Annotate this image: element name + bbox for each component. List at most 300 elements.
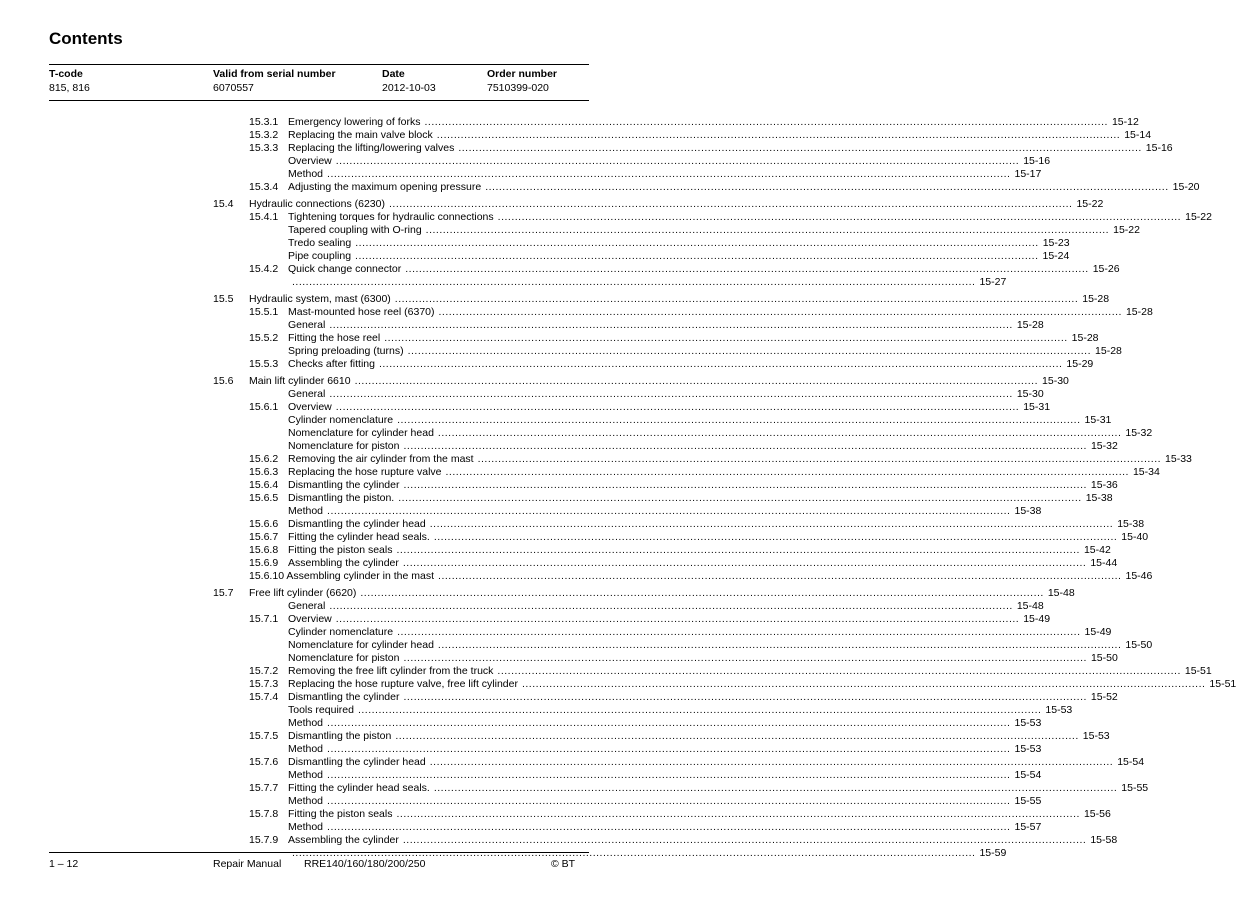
toc-page-number: 15-48: [1047, 587, 1075, 599]
toc-page-number: 15-32: [1125, 427, 1153, 439]
toc-subsection-number: 15.3.2: [249, 129, 279, 141]
toc-page-number: 15-31: [1084, 414, 1112, 426]
dot-leader: ........................................................................................................................................................................................................: [403, 691, 1087, 703]
toc-row[interactable]: [0, 570, 1153, 583]
toc-page-number: 15-30: [1042, 375, 1069, 387]
toc-page-number: 15-16: [1145, 142, 1173, 154]
toc-entry-title: Dismantling the piston: [288, 730, 392, 742]
order-label: Order number: [487, 68, 558, 80]
toc-entry: [249, 375, 1069, 388]
toc-row[interactable]: [0, 293, 1110, 306]
toc-row[interactable]: [0, 717, 1042, 730]
toc-entry: [288, 211, 1212, 224]
toc-entry-title: Nomenclature for piston: [288, 440, 400, 452]
toc-page-number: 15-27: [979, 276, 1007, 288]
toc-row[interactable]: [0, 587, 1075, 600]
toc-section-number: 15.4: [213, 198, 234, 210]
toc-row[interactable]: [0, 345, 1122, 358]
dot-leader: ........................................................................................................................................................................................................: [497, 211, 1182, 223]
toc-entry-title: Emergency lowering of forks: [288, 116, 421, 128]
date-value: 2012-10-03: [382, 82, 436, 94]
toc-page-number: 15-58: [1090, 834, 1118, 846]
dot-leader: ........................................................................................................................................................................................................: [329, 388, 1013, 400]
toc-entry: [288, 116, 1139, 129]
toc-entry: [288, 795, 1042, 808]
toc-page-number: 15-24: [1042, 250, 1070, 262]
serial-value: 6070557: [213, 82, 254, 94]
toc-row[interactable]: [0, 479, 1118, 492]
toc-entry: [288, 531, 1149, 544]
toc-entry-title: Method: [288, 795, 324, 807]
toc-entry-title: Method: [288, 168, 324, 180]
dot-leader: ........................................................................................................................................................................................................: [436, 129, 1121, 141]
footer-manual-title: Repair Manual: [213, 858, 282, 870]
tcode-label: T-code: [49, 68, 83, 80]
dot-leader: ........................................................................................................................................................................................................: [327, 168, 1011, 180]
toc-row[interactable]: [0, 557, 1118, 570]
toc-row[interactable]: [0, 375, 1069, 388]
dot-leader: ........................................................................................................................................................................................................: [355, 250, 1039, 262]
toc-entry-title: Fitting the piston seals: [288, 808, 393, 820]
footer-page-number: 1 – 12: [49, 858, 79, 870]
toc-row[interactable]: [0, 600, 1044, 613]
dot-leader: ........................................................................................................................................................................................................: [458, 142, 1142, 154]
toc-subsection-number: 15.6.7: [249, 531, 279, 543]
toc-subsection-number: 15.7.7: [249, 782, 279, 794]
toc-subsection-number: 15.6.5: [249, 492, 279, 504]
toc-entry-title: Overview: [288, 401, 332, 413]
toc-page-number: 15-28: [1071, 332, 1099, 344]
toc-row[interactable]: [0, 427, 1153, 440]
dot-leader: ........................................................................................................................................................................................................: [327, 505, 1011, 517]
toc-entry: [249, 587, 1075, 600]
toc-page-number: 15-52: [1090, 691, 1118, 703]
dot-leader: ........................................................................................................................................................................................................: [335, 613, 1020, 625]
toc-row[interactable]: [0, 332, 1099, 345]
toc-row[interactable]: [0, 639, 1153, 652]
toc-section-number: 15.6: [213, 375, 234, 387]
toc-entry: [288, 155, 1051, 168]
dot-leader: ........................................................................................................................................................................................................: [485, 181, 1169, 193]
dot-leader: ........................................................................................................................................................................................................: [357, 704, 1042, 716]
toc-subsection-number: 15.6.2: [249, 453, 279, 465]
toc-row[interactable]: [0, 358, 1094, 371]
toc-page-number: 15-22: [1113, 224, 1140, 236]
toc-entry: [288, 743, 1042, 756]
toc-entry: [288, 332, 1099, 345]
dot-leader: ........................................................................................................................................................................................................: [355, 237, 1039, 249]
dot-leader: ........................................................................................................................................................................................................: [405, 263, 1089, 275]
toc-page-number: 15-26: [1092, 263, 1120, 275]
toc-entry-title: Pipe coupling: [288, 250, 352, 262]
dot-leader: ........................................................................................................................................................................................................: [398, 492, 1082, 504]
toc-entry-title: Overview: [288, 613, 332, 625]
toc-entry: [288, 613, 1051, 626]
toc-entry: [288, 237, 1070, 250]
toc-subsection-number: 15.4.1: [249, 211, 279, 223]
toc-row[interactable]: [0, 440, 1118, 453]
footer-copyright: © BT: [551, 858, 576, 870]
toc-page-number: 15-38: [1085, 492, 1113, 504]
toc-entry: [288, 756, 1145, 769]
toc-subsection-number: 15.5.3: [249, 358, 279, 370]
toc-row[interactable]: [0, 168, 1042, 181]
toc-entry: [288, 168, 1042, 181]
toc-subsection-number: 15.4.2: [249, 263, 279, 275]
dot-leader: ........................................................................................................................................................................................................: [438, 570, 1122, 582]
toc-row[interactable]: [0, 319, 1044, 332]
toc-page-number: 15-56: [1083, 808, 1111, 820]
toc-page-number: 15-49: [1023, 613, 1051, 625]
toc-entry-title: Cylinder nomenclature: [288, 626, 394, 638]
toc-entry-title: Replacing the main valve block: [288, 129, 433, 141]
toc-entry-title: Dismantling the cylinder: [288, 479, 400, 491]
toc-row[interactable]: [0, 142, 1173, 155]
toc-subsection-number: 15.6.9: [249, 557, 279, 569]
toc-page-number: 15-33: [1165, 453, 1192, 465]
toc-entry: [288, 834, 1118, 847]
toc-entry: [288, 704, 1073, 717]
toc-entry-title: Spring preloading (turns): [288, 345, 404, 357]
toc-entry-title: Removing the free lift cylinder from the truck: [288, 665, 494, 677]
toc-entry: [288, 440, 1118, 453]
toc-entry: [288, 388, 1044, 401]
toc-page-number: 15-54: [1117, 756, 1145, 768]
toc-entry: [288, 626, 1112, 639]
toc-entry-title: Removing the air cylinder from the mast: [288, 453, 474, 465]
toc-entry: [288, 652, 1118, 665]
toc-page-number: 15-48: [1016, 600, 1044, 612]
toc-entry-title: Free lift cylinder (6620): [249, 587, 357, 599]
serial-label: Valid from serial number: [213, 68, 336, 80]
toc-entry: [288, 414, 1112, 427]
dot-leader: ........................................................................................................................................................................................................: [407, 345, 1092, 357]
toc-row[interactable]: [0, 505, 1042, 518]
toc-entry-title: Tools required: [288, 704, 354, 716]
toc-entry: [249, 198, 1104, 211]
dot-leader: ........................................................................................................................................................................................................: [397, 626, 1081, 638]
dot-leader: ........................................................................................................................................................................................................: [327, 743, 1011, 755]
dot-leader: ........................................................................................................................................................................................................: [424, 116, 1108, 128]
dot-leader: ........................................................................................................................................................................................................: [327, 717, 1011, 729]
toc-page-number: 15-53: [1082, 730, 1110, 742]
toc-entry: [288, 821, 1042, 834]
toc-row[interactable]: [0, 756, 1145, 769]
toc-page-number: 15-40: [1121, 531, 1149, 543]
toc-row[interactable]: [0, 544, 1111, 557]
toc-entry-title: Method: [288, 821, 324, 833]
toc-entry-title: Assembling the cylinder: [288, 557, 399, 569]
toc-subsection-number: 15.5.2: [249, 332, 279, 344]
toc-page-number: 15-53: [1014, 743, 1042, 755]
toc-subsection-number: 15.6.4: [249, 479, 279, 491]
dot-leader: ........................................................................................................................................................................................................: [402, 557, 1087, 569]
toc-entry: [288, 129, 1152, 142]
toc-page-number: 15-28: [1082, 293, 1110, 305]
toc-page-number: 15-28: [1095, 345, 1122, 357]
toc-page-number: 15-50: [1090, 652, 1118, 664]
toc-entry: [249, 293, 1110, 306]
toc-row[interactable]: [0, 704, 1073, 717]
dot-leader: ........................................................................................................................................................................................................: [433, 782, 1118, 794]
toc-entry: [288, 466, 1160, 479]
page-title: Contents: [49, 29, 123, 48]
toc-entry-title: Dismantling the piston.: [288, 492, 395, 504]
toc-subsection-number: 15.7.3: [249, 678, 279, 690]
dot-leader: ........................................................................................................................................................................................................: [384, 332, 1068, 344]
toc-row[interactable]: [0, 678, 1236, 691]
toc-entry: [288, 544, 1111, 557]
toc-entry-title: Checks after fitting: [288, 358, 375, 370]
dot-leader: ........................................................................................................................................................................................................: [425, 224, 1110, 236]
toc-entry-title: Replacing the hose rupture valve: [288, 466, 442, 478]
toc-entry-title: Fitting the cylinder head seals.: [288, 531, 430, 543]
toc-page-number: 15-16: [1023, 155, 1051, 167]
toc-entry: [288, 505, 1042, 518]
toc-row[interactable]: [0, 237, 1070, 250]
toc-subsection-number: 15.6.6: [249, 518, 279, 530]
toc-entry-title: Fitting the piston seals: [288, 544, 393, 556]
toc-entry-title: 15.6.10 Assembling cylinder in the mast: [249, 570, 435, 582]
dot-leader: ........................................................................................................................................................................................................: [403, 479, 1087, 491]
toc-page-number: 15-14: [1124, 129, 1152, 141]
toc-entry: [288, 808, 1111, 821]
toc-row[interactable]: [0, 388, 1044, 401]
dot-leader: ........................................................................................................................................................................................................: [429, 756, 1114, 768]
toc-row[interactable]: [0, 453, 1192, 466]
toc-subsection-number: 15.3.4: [249, 181, 279, 193]
toc-page-number: 15-49: [1084, 626, 1112, 638]
dot-leader: ........................................................................................................................................................................................................: [433, 531, 1118, 543]
toc-row[interactable]: [0, 652, 1118, 665]
dot-leader: ........................................................................................................................................................................................................: [437, 427, 1122, 439]
toc-row[interactable]: [0, 129, 1152, 142]
dot-leader: ........................................................................................................................................................................................................: [327, 821, 1011, 833]
dot-leader: ........................................................................................................................................................................................................: [521, 678, 1206, 690]
date-label: Date: [382, 68, 405, 80]
dot-leader: ........................................................................................................................................................................................................: [292, 847, 976, 859]
toc-row[interactable]: [0, 730, 1110, 743]
dot-leader: ........................................................................................................................................................................................................: [394, 293, 1079, 305]
toc-row[interactable]: [0, 834, 1118, 847]
toc-page-number: 15-51: [1184, 665, 1212, 677]
toc-row[interactable]: [0, 116, 1139, 129]
toc-row[interactable]: [0, 665, 1212, 678]
header-top-rule: [49, 64, 589, 65]
toc-entry: [288, 665, 1212, 678]
toc-row[interactable]: [0, 224, 1140, 237]
dot-leader: ........................................................................................................................................................................................................: [402, 834, 1087, 846]
toc-entry-title: Replacing the lifting/lowering valves: [288, 142, 455, 154]
toc-entry-title: Hydraulic connections (6230): [249, 198, 385, 210]
toc-page-number: 15-32: [1090, 440, 1118, 452]
dot-leader: ........................................................................................................................................................................................................: [396, 544, 1080, 556]
toc-page-number: 15-12: [1111, 116, 1139, 128]
footer-model-list: RRE140/160/180/200/250: [304, 858, 426, 870]
toc-entry-title: Cylinder nomenclature: [288, 414, 394, 426]
dot-leader: ........................................................................................................................................................................................................: [354, 375, 1039, 387]
toc-entry: [288, 717, 1042, 730]
dot-leader: ........................................................................................................................................................................................................: [360, 587, 1044, 599]
toc-row[interactable]: [0, 466, 1160, 479]
toc-entry-title: Dismantling the cylinder: [288, 691, 400, 703]
toc-row[interactable]: [0, 401, 1051, 414]
toc-page-number: 15-55: [1014, 795, 1042, 807]
toc-row[interactable]: [0, 795, 1042, 808]
dot-leader: ........................................................................................................................................................................................................: [397, 414, 1081, 426]
order-value: 7510399-020: [487, 82, 549, 94]
toc-entry: [288, 224, 1140, 237]
toc-page-number: 15-50: [1125, 639, 1153, 651]
toc-entry-title: Nomenclature for cylinder head: [288, 427, 434, 439]
toc-entry-title: Dismantling the cylinder head: [288, 756, 426, 768]
toc-page-number: 15-51: [1209, 678, 1236, 690]
toc-row[interactable]: [0, 808, 1111, 821]
toc-page-number: 15-57: [1014, 821, 1042, 833]
footer-rule: [49, 852, 589, 853]
toc-entry: [288, 518, 1145, 531]
toc-entry: [288, 319, 1044, 332]
toc-row[interactable]: [0, 743, 1042, 756]
dot-leader: ........................................................................................................................................................................................................: [477, 453, 1162, 465]
tcode-value: 815, 816: [49, 82, 90, 94]
dot-leader: ........................................................................................................................................................................................................: [378, 358, 1063, 370]
toc-subsection-number: 15.6.3: [249, 466, 279, 478]
toc-row[interactable]: [0, 626, 1112, 639]
toc-row[interactable]: [0, 250, 1070, 263]
toc-page-number: 15-55: [1121, 782, 1149, 794]
toc-row[interactable]: [0, 306, 1153, 319]
toc-subsection-number: 15.6.1: [249, 401, 279, 413]
toc-entry-title: Assembling the cylinder: [288, 834, 399, 846]
toc-entry-title: General: [288, 319, 326, 331]
dot-leader: ........................................................................................................................................................................................................: [429, 518, 1114, 530]
toc-page-number: 15-28: [1125, 306, 1153, 318]
toc-subsection-number: 15.7.6: [249, 756, 279, 768]
toc-subsection-number: 15.7.8: [249, 808, 279, 820]
toc-entry: [288, 181, 1200, 194]
toc-entry: [288, 345, 1122, 358]
toc-entry-title: Fitting the cylinder head seals.: [288, 782, 430, 794]
toc-subsection-number: 15.3.1: [249, 116, 279, 128]
dot-leader: ........................................................................................................................................................................................................: [329, 600, 1013, 612]
dot-leader: ........................................................................................................................................................................................................: [403, 440, 1087, 452]
toc-subsection-number: 15.6.8: [249, 544, 279, 556]
header-bottom-rule: [49, 100, 589, 101]
dot-leader: ........................................................................................................................................................................................................: [403, 652, 1087, 664]
toc-entry-title: General: [288, 600, 326, 612]
toc-page-number: 15-20: [1172, 181, 1200, 193]
toc-row[interactable]: [0, 276, 1007, 289]
toc-row[interactable]: [0, 769, 1042, 782]
toc-page-number: 15-54: [1014, 769, 1042, 781]
dot-leader: ........................................................................................................................................................................................................: [395, 730, 1079, 742]
toc-entry: [288, 142, 1173, 155]
toc-page-number: 15-23: [1042, 237, 1070, 249]
toc-entry-title: Nomenclature for cylinder head: [288, 639, 434, 651]
toc-row[interactable]: [0, 531, 1149, 544]
toc-row[interactable]: [0, 691, 1118, 704]
toc-entry-title: Method: [288, 717, 324, 729]
toc-entry-title: Dismantling the cylinder head: [288, 518, 426, 530]
toc-section-number: 15.7: [213, 587, 234, 599]
dot-leader: ........................................................................................................................................................................................................: [497, 665, 1181, 677]
toc-entry: [288, 492, 1113, 505]
toc-entry-title: Quick change connector: [288, 263, 402, 275]
toc-entry: [288, 557, 1118, 570]
toc-entry-title: Method: [288, 505, 324, 517]
toc-row[interactable]: [0, 263, 1120, 276]
toc-entry: [288, 782, 1149, 795]
toc-entry-title: Fitting the hose reel: [288, 332, 381, 344]
toc-row[interactable]: [0, 518, 1145, 531]
toc-section-number: 15.5: [213, 293, 234, 305]
toc-page-number: 15-42: [1083, 544, 1111, 556]
toc-entry: [288, 691, 1118, 704]
toc-subsection-number: 15.5.1: [249, 306, 279, 318]
toc-entry: [288, 276, 1007, 289]
toc-page-number: 15-53: [1014, 717, 1042, 729]
toc-page-number: 15-38: [1117, 518, 1145, 530]
toc-row[interactable]: [0, 782, 1149, 795]
toc-page-number: 15-38: [1014, 505, 1042, 517]
toc-entry: [288, 263, 1120, 276]
dot-leader: ........................................................................................................................................................................................................: [327, 769, 1011, 781]
toc-row[interactable]: [0, 492, 1113, 505]
toc-entry-title: Adjusting the maximum opening pressure: [288, 181, 482, 193]
toc-page-number: 15-22: [1076, 198, 1104, 210]
toc-row[interactable]: [0, 821, 1042, 834]
toc-page-number: 15-46: [1125, 570, 1153, 582]
toc-page-number: 15-31: [1023, 401, 1051, 413]
toc-entry: [288, 453, 1192, 466]
toc-row[interactable]: [0, 211, 1212, 224]
toc-page-number: 15-28: [1016, 319, 1044, 331]
toc-entry-title: Tredo sealing: [288, 237, 352, 249]
toc-entry: [288, 479, 1118, 492]
dot-leader: ........................................................................................................................................................................................................: [327, 795, 1011, 807]
dot-leader: ........................................................................................................................................................................................................: [437, 639, 1122, 651]
toc-entry: [288, 358, 1094, 371]
toc-row[interactable]: [0, 414, 1112, 427]
toc-entry-title: Main lift cylinder 6610: [249, 375, 351, 387]
toc-entry-title: Tapered coupling with O-ring: [288, 224, 422, 236]
toc-entry: [288, 600, 1044, 613]
toc-entry-title: Mast-mounted hose reel (6370): [288, 306, 435, 318]
dot-leader: ........................................................................................................................................................................................................: [396, 808, 1080, 820]
dot-leader: ........................................................................................................................................................................................................: [292, 276, 976, 288]
toc-entry: [288, 678, 1236, 691]
toc-subsection-number: 15.7.9: [249, 834, 279, 846]
toc-entry: [288, 427, 1153, 440]
dot-leader: ........................................................................................................................................................................................................: [335, 155, 1020, 167]
toc-entry: [249, 570, 1153, 583]
toc-entry: [288, 306, 1153, 319]
toc-row[interactable]: [0, 155, 1051, 168]
toc-entry-title: Hydraulic system, mast (6300): [249, 293, 391, 305]
toc-entry-title: Tightening torques for hydraulic connections: [288, 211, 494, 223]
toc-subsection-number: 15.7.4: [249, 691, 279, 703]
toc-page-number: 15-30: [1016, 388, 1044, 400]
toc-row[interactable]: [0, 613, 1051, 626]
dot-leader: ........................................................................................................................................................................................................: [389, 198, 1073, 210]
toc-entry: [288, 639, 1153, 652]
toc-page-number: 15-22: [1185, 211, 1212, 223]
toc-subsection-number: 15.7.5: [249, 730, 279, 742]
toc-row[interactable]: [0, 198, 1104, 211]
toc-row[interactable]: [0, 181, 1200, 194]
toc-page-number: 15-34: [1132, 466, 1160, 478]
